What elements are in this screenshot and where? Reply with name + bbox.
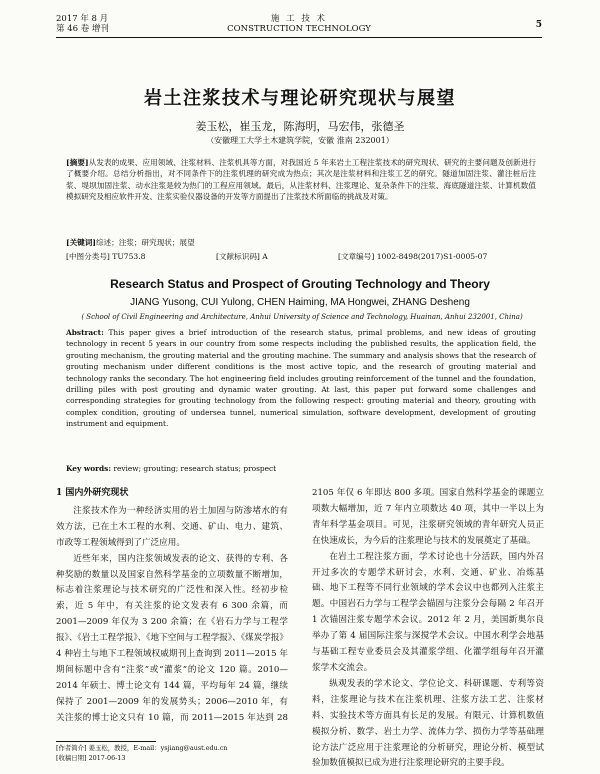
abstract-en-label: Abstract: <box>66 328 104 337</box>
header-journal-cn: 施 工 技 术 <box>270 14 328 24</box>
body-paragraph: 近些年来，国内注浆领域发表的论文、获得的专利、各种奖励的数量以及国家自然科学基金的立项数量不断增加，标志着注浆理论与技术研究的广泛性和深入性。经初步检索，近 5 年中，有关注浆的论文发表有 6 300 余篇，而 2001—2009 年仅为 3 200 余篇；在《岩石力学与工程学报》、《岩土工程学报》、《地下空间与工程学报》、《煤炭学报》4 种岩土与地下工程领域权威期刊上查询到 2011—2015 年期间标题中含有“注浆”或“灌浆”的论文 120 篇。2010—2014 年硕士、博士论文有 144 篇，平均每年 24 篇，继续保持了 2001—2009 年的发展势头；2006—2010 年，有关注浆的博士论文只有 10 篇，而 2011—2015 年达到 28 <box>56 553 288 723</box>
header-journal-en: CONSTRUCTION TECHNOLOGY <box>227 24 371 34</box>
header-center <box>56 14 542 34</box>
document-code: [文献标识码] A <box>216 252 268 261</box>
classification-line <box>66 251 536 263</box>
abstract-en-text: This paper gives a brief introduction of the research status, primal problems, and new ideas of grouting technology in recent 5 years in our country from some respects including the published results, the application field, the grouting mechanism, the grouting material and the grouting machine. The summary and analysis shows that the research of grouting mechanism under different conditions is the most active topic, and the research of grouting material and technology ranks the secondary. The hot engineering field includes grouting reinforcement of the tunnel and the foundation, drilling piles with post grouting and dynamic water grouting. At last, this paper put forward some challenges and corresponding strategies for grouting technology from the following respect: grouting material and theory, grouting with complex condition, grouting of undersea tunnel, numerical simulation, software development, development of grouting instrument and equipment. <box>66 328 536 429</box>
footnote-author: [作者简介] 姜玉松，教授，E-mail：ysjiang@aust.edu.cn <box>56 744 228 752</box>
article-number: [文章编号] 1002-8498(2017)S1-0005-07 <box>338 252 488 261</box>
footnote-received: [收稿日期] 2017-06-13 <box>56 754 126 762</box>
authors-cn: 姜玉松，崔玉龙，陈海明，马宏伟，张德圣 <box>195 120 405 133</box>
header-volume-issue: 第 46 卷 增刊 <box>56 24 109 34</box>
body-paragraph: 注浆技术作为一种经济实用的岩土加固与防渗堵水的有效方法，已在土木工程的水利、交通、矿山、电力、建筑、市政等工程领域得到了广泛应用。 <box>56 505 288 548</box>
running-header <box>56 14 542 36</box>
abstract-cn <box>66 157 536 203</box>
body-paragraph: 在岩土工程注浆方面，学术讨论也十分活跃，国内外召开过多次的专题学术研讨会，水利、交通、矿业、冶炼基础、地下工程等不同行业领域的学术会议中也都列入注浆主题。中国岩石力学与工程学会锚固与注浆分会每隔 2 年召开 1 次锚固注浆专题学术会议。2012 年 2 月，美国新奥尔良举办了第 4 届国际注浆与深搅学术会议。中国水利学会地基与基础工程专业委员会及其灌浆学组、化灌学组每年召开灌浆学术交流会。 <box>312 551 544 673</box>
body-paragraph: 2105 年仅 6 年即达 800 多项。国家自然科学基金的课题立项数大幅增加，近 7 年内立项数达 40 项，其中一半以上为青年科学基金项目。可见，注浆研究领域的青年研究人员正在快速成长，为今后的注浆理论与技术的发展奠定了基础。 <box>312 488 544 546</box>
header-year-month: 2017 年 8 月 <box>56 14 109 24</box>
clc-number: [中图分类号] TU753.8 <box>66 252 146 261</box>
keywords-cn-label: [关键词] <box>66 238 96 247</box>
footnote-rule <box>56 741 156 742</box>
affiliation-cn: （安徽理工大学土木建筑学院，安徽 淮南 232001） <box>206 136 394 145</box>
keywords-cn <box>66 237 536 248</box>
body-right-column <box>312 486 544 774</box>
keywords-en-text: review; grouting; research status; prospect <box>113 464 277 473</box>
body-paragraph: 纵观发表的学术论文、学位论文、科研课题、专利等资料，注浆理论与技术在注浆机理、注浆方法工艺、注浆材料、实验技术等方面具有长足的发展。有限元、计算机数值模拟分析、数学、岩土力学、流体力学、损伤力学等基础理论方法广泛应用于注浆理论的分析研究，理论分析、模型试验加数值模拟已成为进行注浆理论研究的主要手段。 <box>312 678 544 769</box>
paper-title-cn: 岩土注浆技术与理论研究现状与展望 <box>144 88 456 109</box>
header-rule <box>56 37 542 38</box>
section-1-heading: 1 国内外研究现状 <box>56 488 129 498</box>
abstract-cn-label: [摘要] <box>66 158 89 167</box>
keywords-en-label: Key words: <box>66 464 112 473</box>
page-number: 5 <box>535 20 542 30</box>
authors-en: JIANG Yusong, CUI Yulong, CHEN Haiming, MA Hongwei, ZHANG Desheng <box>130 297 470 308</box>
affiliation-en: ( School of Civil Engineering and Architecture, Anhui University of Science and Technology, Huainan, Anhui 232001, China) <box>81 313 523 321</box>
keywords-en <box>66 464 536 473</box>
paper-title-en: Research Status and Prospect of Grouting Technology and Theory <box>110 277 490 291</box>
abstract-en <box>66 327 536 430</box>
abstract-cn-text: 从发表的成果、应用领域、注浆材料、注浆机具等方面，对我国近 5 年来岩土工程注浆技术的研究现状、研究的主要问题及创新进行了概要介绍。总结分析指出，对不同条件下的注浆机理的研究成为热点；其次是注浆材料和注浆工艺的研究。隧道加固注浆、灌注桩后注浆、堤坝加固注浆、动水注浆是较为热门的工程应用领域。最后，从注浆材料、注浆理论、复杂条件下的注浆、海底隧道注浆、计算机数值模拟研究及相应软件开发、注浆实验仪器设备的开发等方面提出了注浆技术所面临的挑战及对策。 <box>66 158 536 202</box>
keywords-cn-text: 综述；注浆；研究现状；展望 <box>95 238 195 247</box>
body-left-column <box>56 486 288 726</box>
